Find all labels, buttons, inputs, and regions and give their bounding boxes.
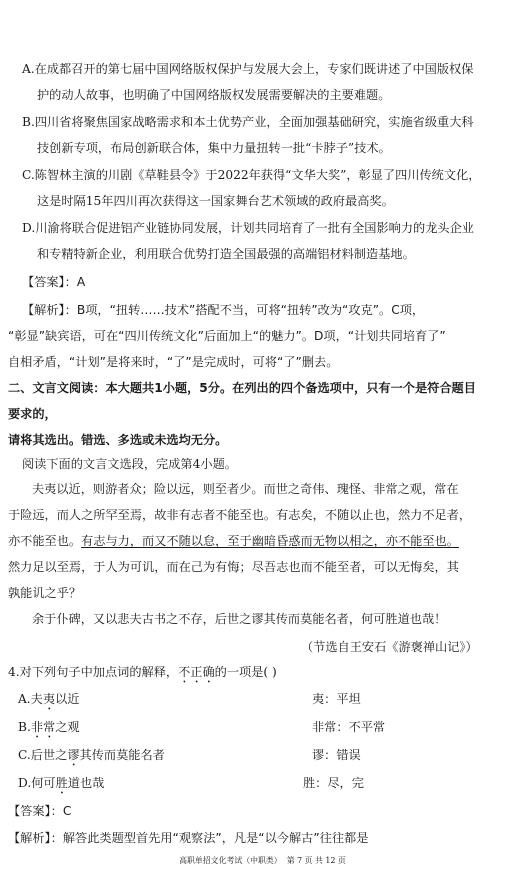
answer-label: 【答案】： bbox=[22, 275, 77, 289]
option-d-line1: D.川渝将联合促进铝产业链协同发展，计划共同培育了一批有全国影响力的龙头企业 bbox=[22, 221, 474, 235]
q4-gloss-b: 非常：不平常 bbox=[312, 720, 386, 734]
q4-option-a bbox=[18, 690, 79, 713]
passage-source: （节选自王安石《游褒禅山记》） bbox=[301, 640, 478, 654]
option-text: 道也哉 bbox=[67, 776, 105, 790]
q4-option-b bbox=[18, 718, 80, 741]
passage-p2: 余于仆碑，又以悲夫古书之不存，后世之谬其传而莫能名者，何可胜道也哉！ bbox=[32, 612, 447, 626]
option-a-line2: 护的动人故事，也明确了中国网络版权发展需要解决的主要难题。 bbox=[37, 88, 391, 102]
answer-1 bbox=[22, 273, 85, 291]
passage-p1-line4: 然力足以至焉，于人为可讥，而在己为有悔；尽吾志也而不能至者，可以无悔矣，其 bbox=[8, 560, 459, 574]
q4-option-d bbox=[18, 774, 104, 797]
analysis-text: 解答此类题型首先用“观察法”，凡是“以今解古”往往都是 bbox=[62, 831, 369, 845]
answer-2 bbox=[8, 802, 71, 820]
passage-underlined-text: 有志与力，而又不随以怠，至于幽暗昏惑而无物以相之，亦不能至也。 bbox=[81, 534, 459, 548]
option-text: 之观 bbox=[55, 720, 80, 734]
question-4-stem bbox=[8, 663, 277, 686]
option-a-line1: A.在成都召开的第七届中国网络版权保护与发展大会上，专家们既讲述了中国版权保 bbox=[22, 62, 474, 76]
answer-label: 【答案】： bbox=[8, 804, 63, 818]
option-text: C.后世之 bbox=[18, 748, 68, 762]
option-text: A.夫 bbox=[18, 692, 43, 706]
analysis-1-line2: “彰显”缺宾语，可在“四川传统文化”后面加上“的魅力”。D项，“计划共同培育了” bbox=[8, 329, 446, 343]
page-footer: 高职单招文化考试（中职类） 第 7 页 共 12 页 bbox=[179, 856, 346, 865]
section2-heading-line3: 请将其选出。错选、多选或未选均无分。 bbox=[8, 433, 228, 447]
dotted-word: 胜 bbox=[55, 776, 68, 790]
option-text: B. bbox=[18, 720, 31, 734]
option-d-line2: 和专精特新企业，利用联合优势打造全国最强的高端铝材料制造基地。 bbox=[37, 247, 415, 261]
passage-plain-text: 亦不能至也。 bbox=[8, 534, 82, 548]
passage-intro: 阅读下面的文言文选段，完成第4小题。 bbox=[22, 457, 237, 471]
stem-text: 4.对下列句子中加点词的解释， bbox=[8, 665, 179, 679]
option-c-line2: 这是时隔15年四川再次获得这一国家舞台艺术领域的政府最高奖。 bbox=[37, 194, 394, 208]
option-text: 以近 bbox=[55, 692, 80, 706]
option-b-line2: 技创新专项，布局创新联合体，集中力量扭转一批“卡脖子”技术。 bbox=[37, 141, 391, 155]
option-text: D.何可 bbox=[18, 776, 56, 790]
analysis-label: 【解析】： bbox=[8, 831, 63, 845]
dotted-word: 谬 bbox=[67, 748, 80, 762]
option-c-line1: C.陈智林主演的川剧《草鞋县令》于2022年获得“文华大奖”，彰显了四川传统文化， bbox=[22, 168, 481, 182]
dotted-word: 非常 bbox=[30, 720, 56, 734]
analysis-1-line1 bbox=[22, 301, 424, 319]
passage-p1-line5: 孰能讥之乎？ bbox=[8, 586, 82, 600]
passage-p1-line1: 夫夷以近，则游者众；险以远，则至者少。而世之奇伟、瑰怪、非常之观，常在 bbox=[32, 482, 459, 496]
dotted-word: 夷 bbox=[42, 692, 56, 706]
section2-heading-line1: 二、文言文阅读：本大题共1小题，5分。在列出的四个备选项中，只有一个是符合题目 bbox=[8, 381, 476, 395]
answer-value: C bbox=[62, 804, 72, 818]
analysis-1-line3: 自相矛盾，“计划”是将来时，“了”是完成时，可将“了”删去。 bbox=[8, 355, 339, 369]
option-b-line1: B.四川省将聚焦国家战略需求和本土优势产业，全面加强基础研究，实施省级重大科 bbox=[22, 115, 474, 129]
answer-value: A bbox=[76, 275, 86, 289]
analysis-text: B项，“扭转……技术”搭配不当，可将“扭转”改为“攻克”。C项， bbox=[76, 303, 425, 317]
passage-p1-line2: 于险远，而人之所罕至焉，故非有志者不能至也。有志矣，不随以止也，然力不足者， bbox=[8, 508, 472, 522]
option-text: 其传而莫能名者 bbox=[79, 748, 165, 762]
stem-text-end: 的一项是( ) bbox=[214, 665, 277, 679]
section2-heading-line2: 要求的， bbox=[8, 407, 57, 421]
q4-option-c bbox=[18, 746, 165, 769]
q4-gloss-c: 谬：错误 bbox=[312, 748, 361, 762]
q4-gloss-a: 夷：平坦 bbox=[312, 692, 361, 706]
stem-emphasis: 不正确 bbox=[178, 665, 215, 679]
analysis-label: 【解析】： bbox=[22, 303, 77, 317]
q4-gloss-d: 胜：尽，完 bbox=[303, 776, 364, 790]
analysis-2 bbox=[8, 829, 368, 847]
passage-p1-line3 bbox=[8, 532, 459, 550]
